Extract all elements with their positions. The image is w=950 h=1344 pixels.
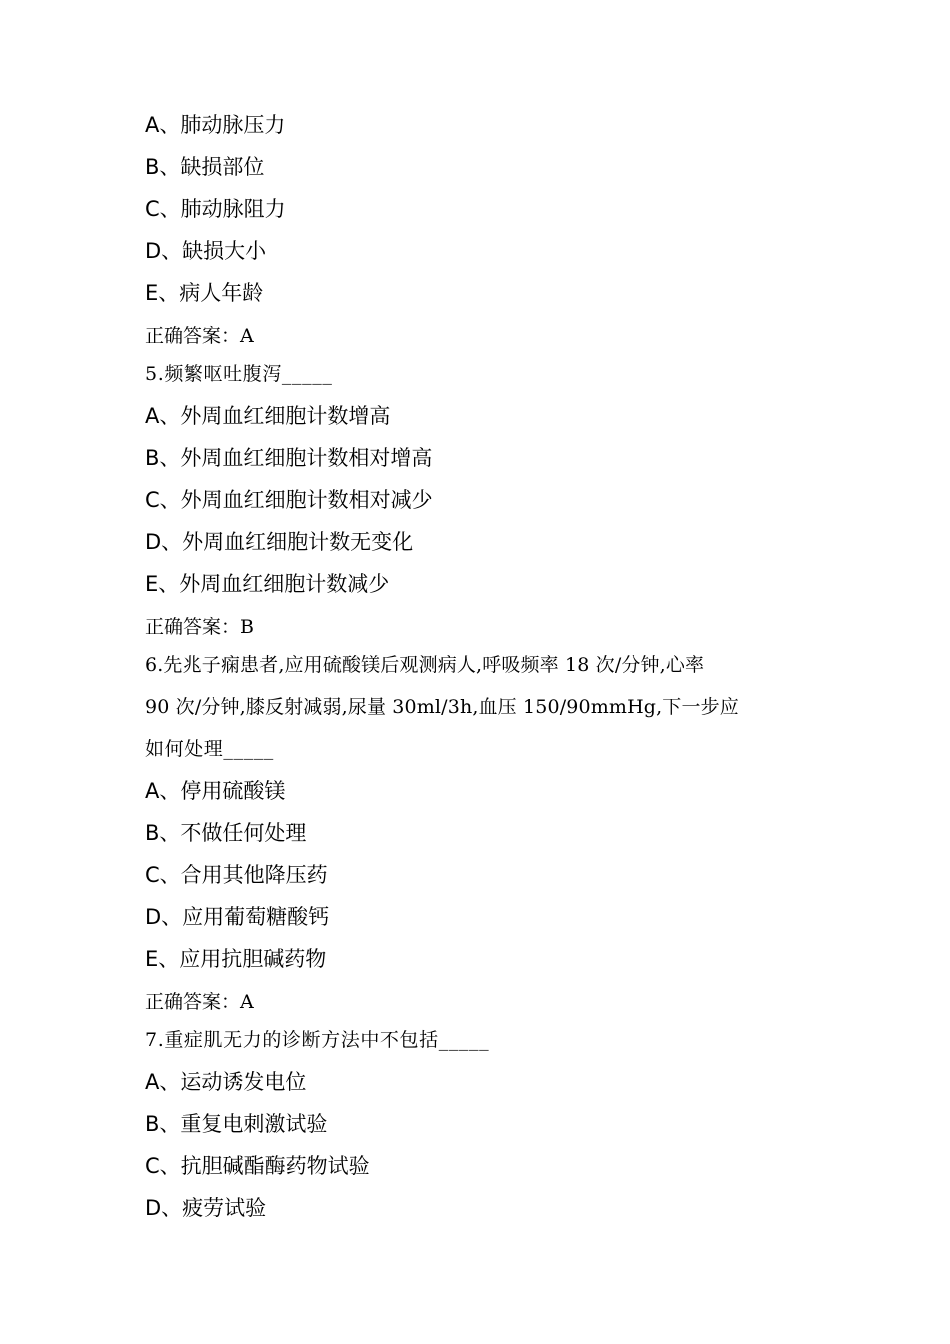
q5-option-a: A、外周血红细胞计数增高 [145, 404, 391, 428]
q5-answer: 正确答案：B [145, 616, 254, 638]
q4-option-c: C、肺动脉阻力 [145, 197, 286, 221]
q5-option-d: D、外周血红细胞计数无变化 [145, 530, 414, 554]
q4-option-a: A、肺动脉压力 [145, 113, 286, 137]
q4-option-e: E、病人年龄 [145, 281, 264, 305]
q7-option-a: A、运动诱发电位 [145, 1070, 307, 1094]
q5-stem: 5.频繁呕吐腹泻_____ [145, 363, 333, 385]
q4-option-b: B、缺损部位 [145, 155, 265, 179]
q5-option-e: E、外周血红细胞计数减少 [145, 572, 390, 596]
q6-stem-line-1: 6.先兆子痫患者,应用硫酸镁后观测病人,呼吸频率 18 次/分钟,心率 [145, 654, 705, 676]
q6-option-e: E、应用抗胆碱药物 [145, 947, 327, 971]
q7-stem: 7.重症肌无力的诊断方法中不包括_____ [145, 1029, 490, 1051]
q7-option-d: D、疲劳试验 [145, 1196, 267, 1220]
q4-answer: 正确答案：A [145, 325, 254, 347]
q6-option-b: B、不做任何处理 [145, 821, 307, 845]
q6-answer: 正确答案：A [145, 991, 254, 1013]
q6-option-d: D、应用葡萄糖酸钙 [145, 905, 330, 929]
q6-stem-line-3: 如何处理_____ [145, 738, 274, 760]
q7-option-c: C、抗胆碱酯酶药物试验 [145, 1154, 370, 1178]
q6-option-c: C、合用其他降压药 [145, 863, 328, 887]
q6-stem-line-2: 90 次/分钟,膝反射减弱,尿量 30ml/3h,血压 150/90mmHg,下一步应 [145, 696, 739, 718]
q5-option-b: B、外周血红细胞计数相对增高 [145, 446, 433, 470]
q5-option-c: C、外周血红细胞计数相对减少 [145, 488, 433, 512]
q4-option-d: D、缺损大小 [145, 239, 267, 263]
q6-option-a: A、停用硫酸镁 [145, 779, 286, 803]
q7-option-b: B、重复电刺激试验 [145, 1112, 328, 1136]
